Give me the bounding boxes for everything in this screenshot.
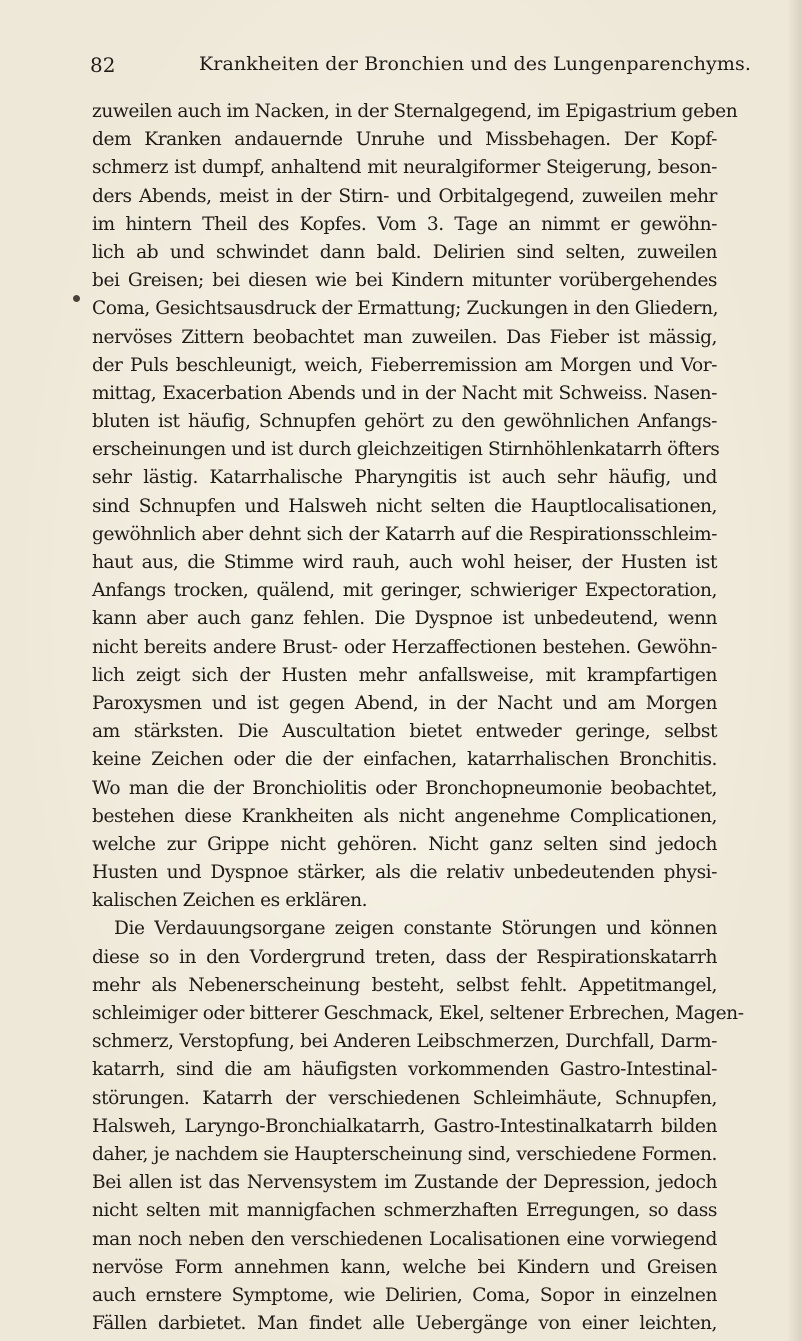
text-line: dem Kranken andauernde Unruhe und Missbehagen. Der Kopf- [92, 129, 717, 151]
text-line: nicht bereits andere Brust- oder Herzaffectionen bestehen. Gewöhn- [92, 636, 717, 658]
text-line: Fällen darbietet. Man findet alle Uebergänge von einer leichten, [92, 1313, 717, 1335]
text-line: Husten und Dyspnoe stärker, als die relativ unbedeutenden physi- [92, 862, 717, 884]
body-text [92, 98, 744, 1338]
text-line: kann aber auch ganz fehlen. Die Dyspnoe ist unbedeutend, wenn [92, 608, 717, 630]
text-line: mehr als Nebenerscheinung besteht, selbst fehlt. Appetitmangel, [92, 974, 717, 996]
text-line: bluten ist häufig, Schnupfen gehört zu den gewöhnlichen Anfangs- [92, 411, 717, 433]
text-line: nicht selten mit mannigfachen schmerzhaften Erregungen, so dass [92, 1200, 717, 1222]
text-line: nervöse Form annehmen kann, welche bei Kindern und Greisen [92, 1256, 717, 1278]
page-edge-shadow [787, 0, 801, 1341]
page-number: 82 [90, 53, 116, 77]
text-line: bestehen diese Krankheiten als nicht angenehme Complicationen, [92, 805, 717, 827]
text-line: lich ab und schwindet dann bald. Delirien sind selten, zuweilen [92, 241, 717, 263]
text-line: schleimiger oder bitterer Geschmack, Ekel, seltener Erbrechen, Magen- [92, 1003, 744, 1024]
text-line: zuweilen auch im Nacken, in der Sternalgegend, im Epigastrium geben [92, 101, 738, 122]
page-header [90, 53, 751, 83]
text-line: nervöses Zittern beobachtet man zuweilen. Das Fieber ist mässig, [92, 326, 717, 348]
text-line: mittag, Exacerbation Abends und in der Nacht mit Schweiss. Nasen- [92, 382, 717, 404]
text-line: schmerz, Verstopfung, bei Anderen Leibschmerzen, Durchfall, Darm- [92, 1031, 717, 1053]
text-line: erscheinungen und ist durch gleichzeitigen Stirnhöhlenkatarrh öfters [92, 439, 720, 461]
text-line: keine Zeichen oder die der einfachen, katarrhalischen Bronchitis. [92, 749, 717, 771]
text-line: katarrh, sind die am häufigsten vorkommenden Gastro-Intestinal- [92, 1059, 717, 1081]
text-line: gewöhnlich aber dehnt sich der Katarrh auf die Respirationsschleim- [92, 523, 717, 545]
text-line: am stärksten. Die Auscultation bietet entweder geringe, selbst [92, 721, 717, 743]
text-line: sind Schnupfen und Halsweh nicht selten die Hauptlocalisationen, [92, 495, 717, 517]
text-line: bei Greisen; bei diesen wie bei Kindern mitunter vorübergehendes [92, 270, 717, 292]
text-line: Bei allen ist das Nervensystem im Zustande der Depression, jedoch [92, 1172, 717, 1194]
text-line: diese so in den Vordergrund treten, dass der Respirationskatarrh [92, 946, 717, 968]
text-line: haut aus, die Stimme wird rauh, auch wohl heiser, der Husten ist [92, 552, 717, 573]
text-line: Halsweh, Laryngo-Bronchialkatarrh, Gastro-Intestinalkatarrh bilden [92, 1115, 717, 1137]
text-line: Paroxysmen und ist gegen Abend, in der Nacht und am Morgen [92, 692, 717, 714]
text-line: man noch neben den verschiedenen Localisationen eine vorwiegend [92, 1228, 717, 1250]
text-line: schmerz ist dumpf, anhaltend mit neuralgiformer Steigerung, beson- [92, 157, 717, 179]
text-line: Wo man die der Bronchiolitis oder Bronchopneumonie beobachtet, [92, 777, 717, 799]
text-line: Anfangs trocken, quälend, mit geringer, schwieriger Expectoration, [92, 580, 717, 602]
running-title: Krankheiten der Bronchien und des Lungenparenchyms. [199, 53, 751, 75]
text-line: im hintern Theil des Kopfes. Vom 3. Tage an nimmt er gewöhn- [92, 213, 717, 235]
text-line: ders Abends, meist in der Stirn- und Orbitalgegend, zuweilen mehr [92, 185, 717, 207]
text-line: Coma, Gesichtsausdruck der Ermattung; Zuckungen in den Gliedern, [92, 298, 719, 320]
text-line: sehr lästig. Katarrhalische Pharyngitis ist auch sehr häufig, und [92, 467, 717, 489]
text-line: welche zur Grippe nicht gehören. Nicht ganz selten sind jedoch [92, 833, 717, 855]
text-line: auch ernstere Symptome, wie Delirien, Coma, Sopor in einzelnen [92, 1284, 717, 1306]
text-line: lich zeigt sich der Husten mehr anfallsweise, mit krampfartigen [92, 664, 717, 686]
ink-spot-mark [72, 294, 81, 303]
text-line: störungen. Katarrh der verschiedenen Schleimhäute, Schnupfen, [92, 1087, 717, 1109]
text-line: kalischen Zeichen es erklären. [92, 890, 368, 912]
text-line: der Puls beschleunigt, weich, Fieberremission am Morgen und Vor- [92, 354, 717, 376]
text-line: Die Verdauungsorgane zeigen constante Störungen und können [114, 918, 717, 940]
text-line: daher, je nachdem sie Haupterscheinung sind, verschiedene Formen. [92, 1143, 717, 1165]
